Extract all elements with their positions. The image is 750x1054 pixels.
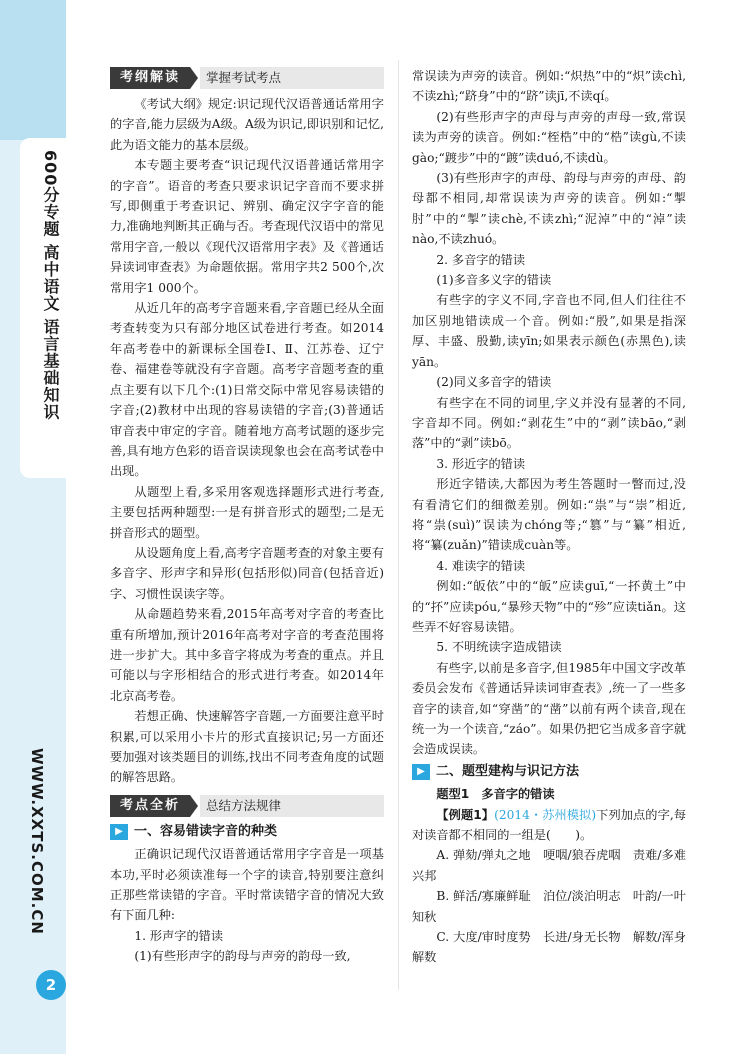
subheading: (2)同义多音字的错读: [436, 375, 552, 390]
paragraph: 本专题主要考查“识记现代汉语普通话常用字的字音”。语音的考查只要求识记字音而不要求拼写,即侧重于考查识记、辨别、确定汉字字音的能力,准确地判断其正确与否。考查现代汉语中的常见常用字音,一般以《现代汉语常用字表》及《普通话异读词审查表》为命题依据。常用字共2 500个,次常用字1 000个。: [110, 158, 384, 295]
subheading: 5. 不明统读字造成错读: [436, 640, 562, 655]
header-main: 考纲解读: [110, 67, 190, 89]
header-sub: 掌握考试考点: [200, 67, 384, 89]
right-column: [412, 66, 686, 968]
section-heading: [110, 822, 384, 842]
paragraph: 《考试大纲》规定:识记现代汉语普通话常用字的字音,能力层级为A级。A级为识记,即识别和记忆,此为语文能力的基本层级。: [110, 97, 384, 152]
paragraph: (2)有些形声字的声母与声旁的声母一致,常误读为声旁的读音。例如:“桎梏”中的“梏”读gù,不读gào;“踱步”中的“踱”读duó,不读dù。: [412, 109, 686, 165]
paragraph: 有些字在不同的词里,字义并没有显著的不同,字音却不同。例如:“剥花生”中的“剥”读bāo,“剥落”中的“剥”读bō。: [412, 395, 686, 451]
header-main: 考点全析: [110, 795, 190, 817]
paragraph: 从设题角度上看,高考字音题考查的对象主要有多音字、形声字和异形(包括形似)同音(包括音近)字、习惯性误读字等。: [110, 545, 384, 601]
header-arrow-icon: [190, 67, 198, 89]
header-kaogang: [110, 66, 384, 90]
header-kaodian: [110, 794, 384, 818]
paragraph: (3)有些形声字的声母、韵母与声旁的声母、韵母都不相同,却常误读为声旁的读音。例如:“掣肘”中的“掣”读chè,不读zhì;“泥淖”中的“淖”读nào,不读zhuó。: [412, 171, 686, 247]
subheading: (1)多音多义字的错读: [436, 273, 552, 288]
subheading: 2. 多音字的错读: [436, 252, 526, 267]
option-a: A. 弹劾/弹丸之地 哽咽/狼吞虎咽 责难/多难兴邦: [412, 848, 686, 883]
paragraph: 有些字的字义不同,字音也不同,但人们往往不加区别地错读成一个音。例如:“殷”,如果是指深厚、丰盛、殷勤,读yīn;如果表示颜色(赤黑色),读yān。: [412, 293, 686, 369]
paragraph: 从近几年的高考字音题来看,字音题已经从全面考查转变为只有部分地区试卷进行考查。如2014年高考卷中的新课标全国卷Ⅰ、Ⅱ、江苏卷、辽宁卷、福建卷等就没有字音题。高考字音题考查的重点主要有以下几个:(1)日常交际中常见容易读错的字音;(2)教材中出现的容易读错的字音;(3)普通话审音表中审定的字音。随着地方高考试题的逐步完善,具有地方色彩的语音误读现象也会在高考试卷中出现。: [110, 301, 384, 479]
subheading: 1. 形声字的错读: [134, 928, 224, 943]
paragraph: 正确识记现代汉语普通话常用字字音是一项基本功,平时必须读准每一个字的读音,特别要注意纠正那些常读错的字音。平时常读错字音的情况大致有下面几种:: [110, 847, 384, 923]
paragraph: 从题型上看,多采用客观选择题形式进行考查,主要包括两种题型:一是有拼音形式的题型;二是无拼音形式的题型。: [110, 484, 384, 540]
column-divider: [398, 60, 399, 990]
question-type: 题型1 多音字的错读: [436, 787, 555, 802]
page-number: 2: [36, 970, 66, 1000]
example-text: 下列加点的字,每对读音都不相同的一组是( )。: [412, 807, 687, 843]
paragraph: 常误读为声旁的读音。例如:“炽热”中的“炽”读chì,不读zhì;“跻身”中的“跻”读jī,不读qí。: [412, 69, 686, 104]
header-sub: 总结方法规律: [200, 795, 384, 817]
left-column: [110, 66, 384, 967]
option-c: C. 大度/审时度势 长进/身无长物 解数/浑身解数: [412, 930, 686, 965]
sidebar-top-band: [0, 0, 66, 140]
play-arrow-icon: ▶: [110, 824, 128, 840]
paragraph: 形近字错读,大都因为考生答题时一瞥而过,没有看清它们的细微差别。例如:“祟”与“崇”相近,将“祟(suì)”误读为chóng等;“篡”与“纂”相近,将“纂(zuǎn)”错读成cuàn等。: [412, 477, 686, 553]
paragraph: 从命题趋势来看,2015年高考对字音的考查比重有所增加,预计2016年高考对字音的考查范围将进一步扩大。其中多音字将成为考查的重点。并且可能以与字形相结合的形式进行考查。如2014年北京高考卷。: [110, 607, 384, 703]
paragraph: 若想正确、快速解答字音题,一方面要注意平时积累,可以采用小卡片的形式直接识记;另一方面还要加强对该类题目的训练,找出不同考查角度的试题的解答思路。: [110, 709, 384, 785]
option-b: B. 鲜活/寡廉鲜耻 泊位/淡泊明志 叶韵/一叶知秋: [412, 889, 686, 924]
book-title: 600分专题 高中语文 语言基础知识: [41, 150, 60, 421]
section-title: 二、题型建构与识记方法: [436, 763, 580, 779]
header-arrow-icon: [190, 795, 198, 817]
example-question: [412, 805, 686, 846]
paragraph: 有些字,以前是多音字,但1985年中国文字改革委员会发布《普通话异读词审查表》,统一了一些多音字的读音,如“穿凿”的“凿”以前有两个读音,现在统一为一个读音,“záo”。如果仍把它当成多音字就会造成误读。: [412, 660, 686, 757]
example-source: (2014・苏州模拟): [494, 807, 597, 822]
example-label: 【例题1】: [436, 807, 495, 822]
website-url: WWW.XXTS.COM.CN: [28, 748, 46, 935]
section-title: 一、容易错读字音的种类: [134, 823, 278, 839]
paragraph: (1)有些形声字的韵母与声旁的韵母一致,: [134, 949, 351, 964]
sidebar: [0, 0, 66, 1054]
paragraph: 例如:“皈依”中的“皈”应读guī,“一抔黄土”中的“抔”应读póu,“暴殄天物”中的“殄”应读tiǎn。这些弄不好容易读错。: [412, 579, 686, 634]
section-heading: [412, 762, 686, 782]
subheading: 4. 难读字的错读: [436, 558, 526, 573]
play-arrow-icon: ▶: [412, 764, 430, 780]
subheading: 3. 形近字的错读: [436, 456, 526, 471]
